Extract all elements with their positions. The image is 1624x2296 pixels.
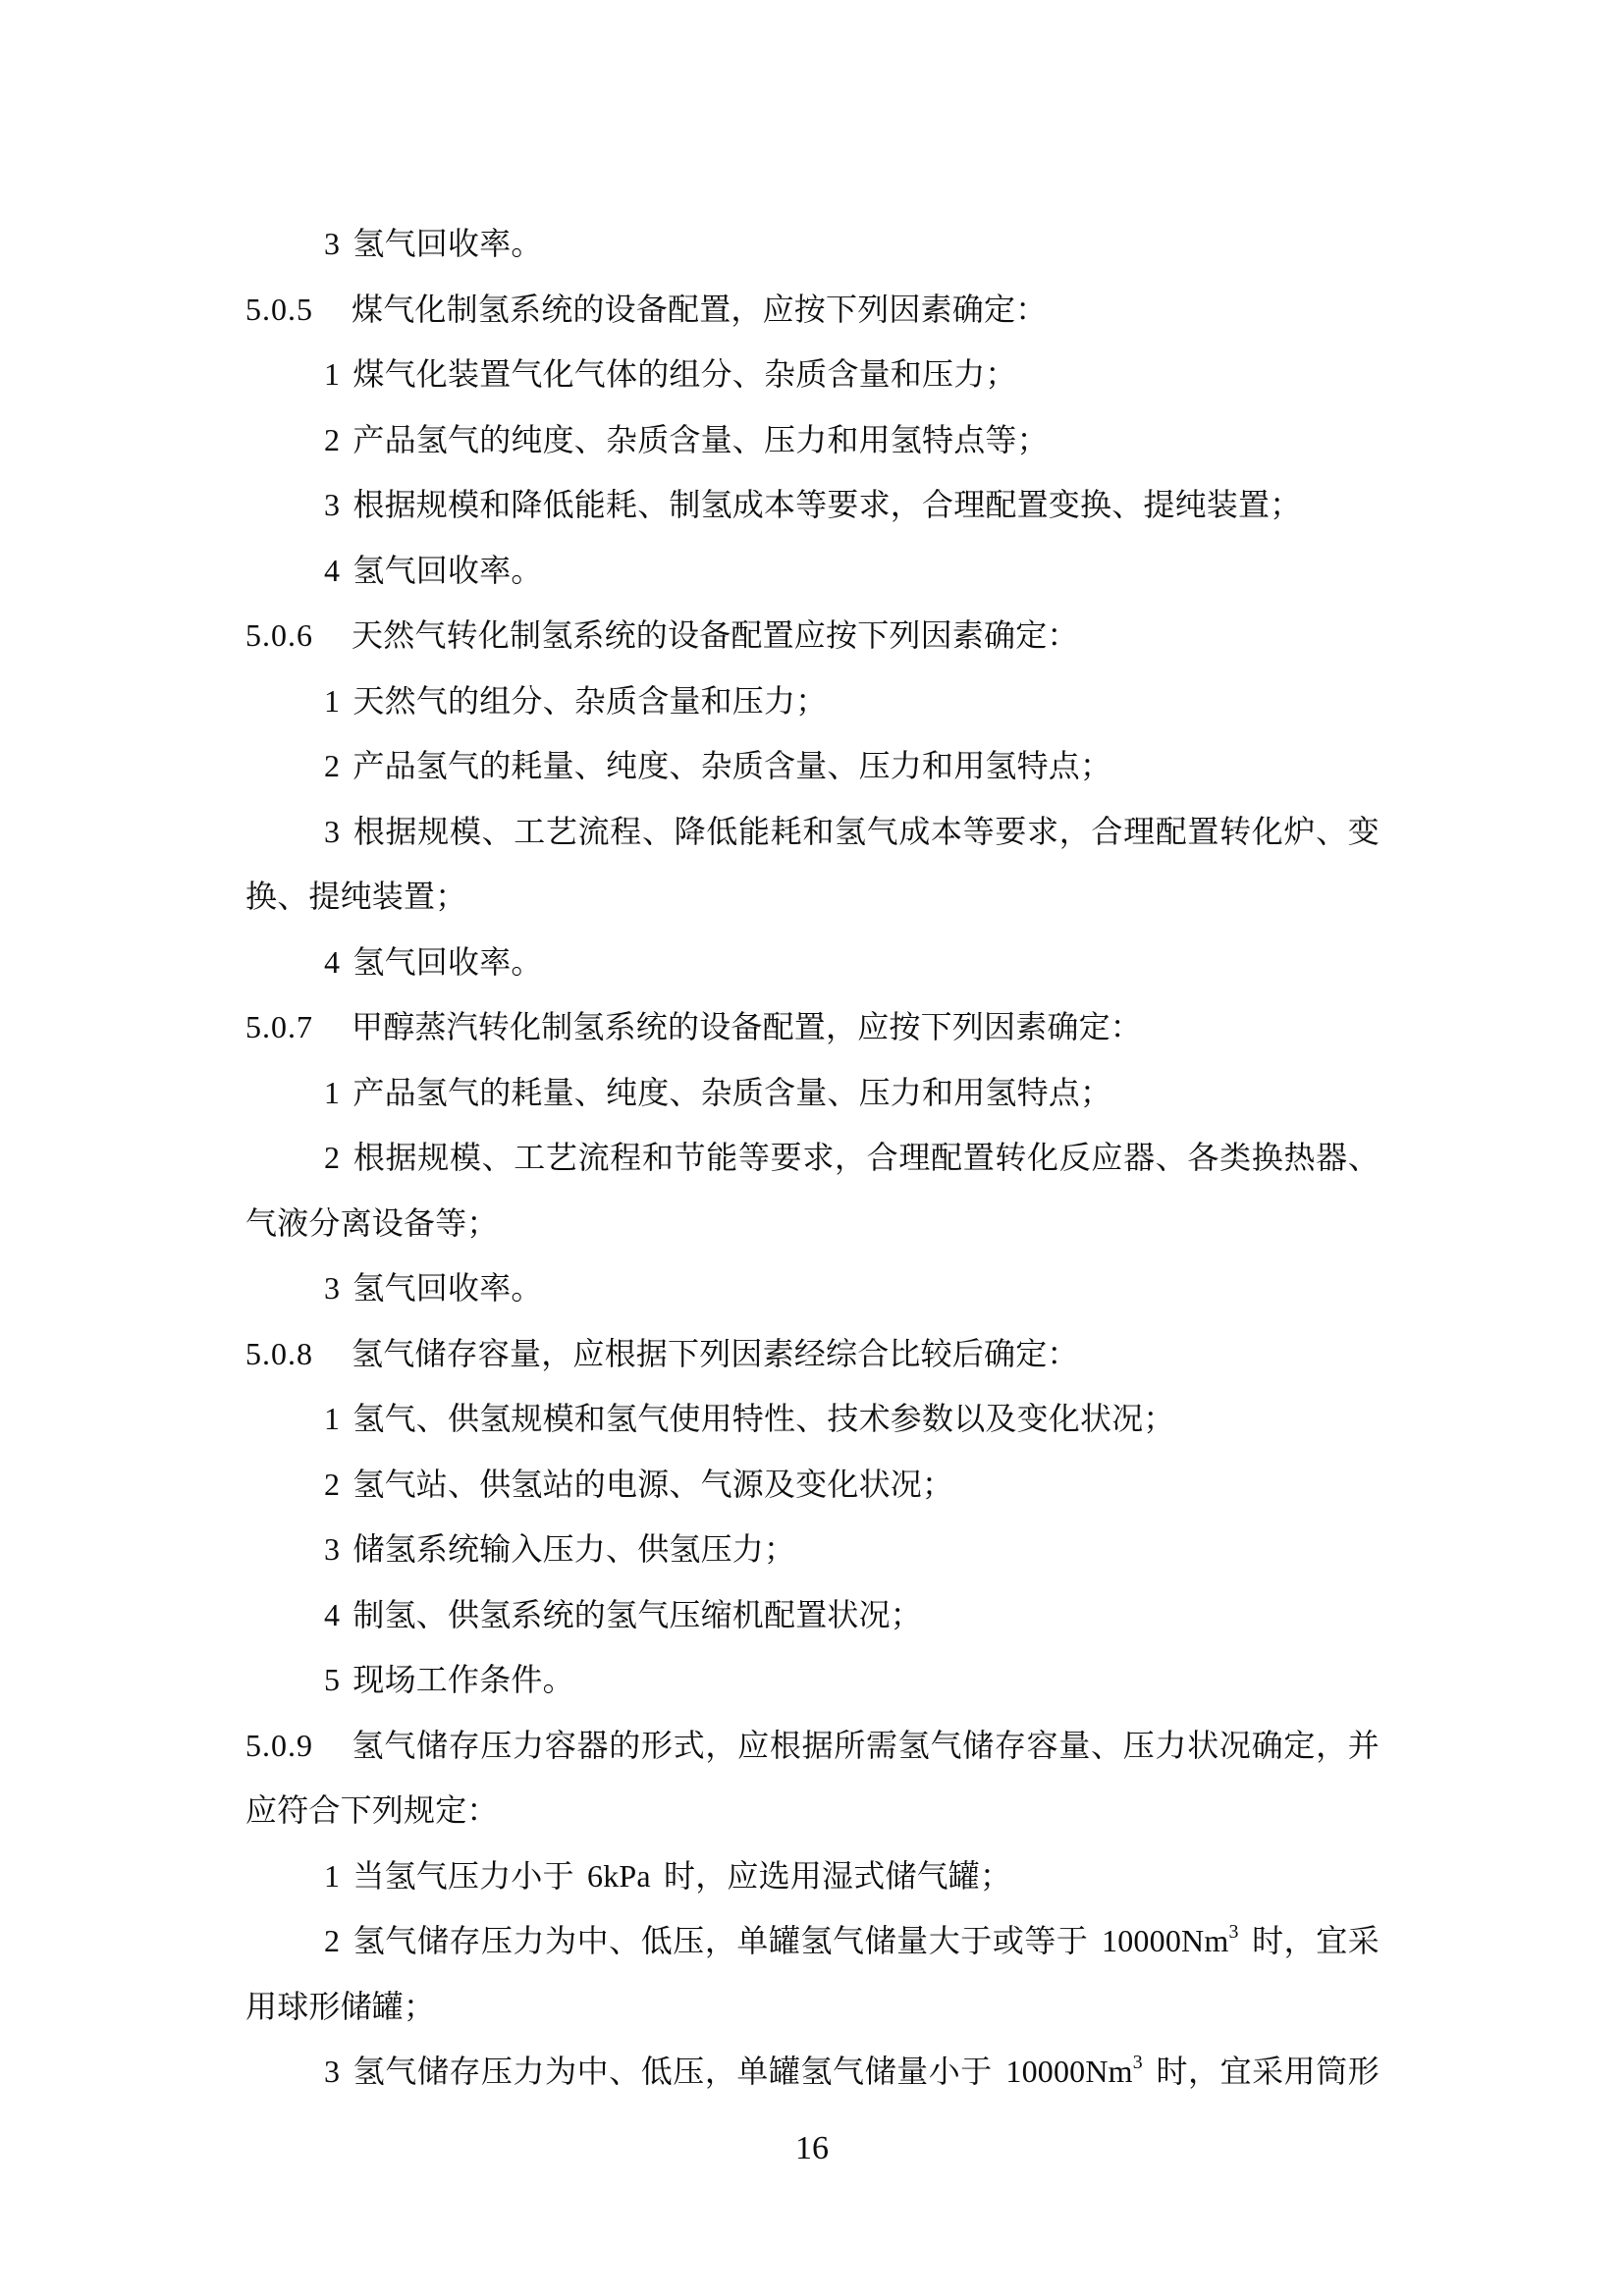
- section-heading-line: [245, 277, 1380, 343]
- text-line: 2 氢气储存压力为中、低压，单罐氢气储量大于或等于 10000Nm$^3$ 时，宜采: [324, 1921, 1380, 1958]
- text-line: 3 氢气回收率。: [324, 226, 543, 261]
- section-text: 煤气化制氢系统的设备配置，应按下列因素确定：: [352, 291, 1048, 327]
- text-line: 应符合下列规定：: [245, 1792, 499, 1828]
- section-number: 5.0.8: [245, 1335, 313, 1371]
- section-heading-line: [245, 1713, 1380, 1779]
- superscript-exponent: 3: [1228, 1921, 1239, 1943]
- text-line: 气液分离设备等；: [245, 1204, 499, 1241]
- text-line: 2 根据规模、工艺流程和节能等要求，合理配置转化反应器、各类换热器、: [324, 1140, 1380, 1175]
- text-line: 1 天然气的组分、杂质含量和压力；: [324, 682, 828, 719]
- text-line: 1 当氢气压力小于 6kPa 时，应选用湿式储气罐；: [324, 1857, 1012, 1894]
- text-line: 用球形储罐；: [245, 1988, 436, 2024]
- text-line: 4 制氢、供氢系统的氢气压缩机配置状况；: [324, 1596, 923, 1632]
- text-line: 3 氢气储存压力为中、低压，单罐氢气储量小于 10000Nm$^3$ 时，宜采用筒形: [324, 2052, 1380, 2089]
- document-text-block: [245, 211, 1380, 2105]
- text-line: 4 氢气回收率。: [324, 943, 543, 980]
- section-heading-line: [245, 994, 1380, 1060]
- text-line: 2 氢气站、供氢站的电源、气源及变化状况；: [324, 1466, 954, 1502]
- text-line: 3 根据规模和降低能耗、制氢成本等要求，合理配置变换、提纯装置；: [324, 487, 1302, 522]
- section-number: 5.0.6: [245, 617, 313, 653]
- section-text: 天然气转化制氢系统的设备配置应按下列因素确定：: [352, 617, 1079, 653]
- section-text: 氢气储存压力容器的形式，应根据所需氢气储存容量、压力状况确定，并: [352, 1727, 1380, 1763]
- text-line: 3 储氢系统输入压力、供氢压力；: [324, 1531, 796, 1567]
- section-number: 5.0.9: [245, 1727, 313, 1763]
- text-line: 3 根据规模、工艺流程、降低能耗和氢气成本等要求，合理配置转化炉、变: [324, 813, 1380, 849]
- section-text: 甲醇蒸汽转化制氢系统的设备配置，应按下列因素确定：: [352, 1009, 1143, 1044]
- text-line: 3 氢气回收率。: [324, 1270, 543, 1306]
- section-text: 氢气储存容量，应根据下列因素经综合比较后确定：: [352, 1335, 1079, 1371]
- text-line: 1 产品氢气的耗量、纯度、杂质含量、压力和用氢特点；: [324, 1074, 1112, 1110]
- text-line: 1 氢气、供氢规模和氢气使用特性、技术参数以及变化状况；: [324, 1401, 1175, 1436]
- text-line: 2 产品氢气的纯度、杂质含量、压力和用氢特点等；: [324, 421, 1049, 457]
- section-heading-line: [245, 603, 1380, 668]
- section-number: 5.0.5: [245, 291, 313, 327]
- superscript-exponent: 3: [1132, 2052, 1143, 2073]
- section-heading-line: [245, 1321, 1380, 1387]
- section-number: 5.0.7: [245, 1009, 313, 1044]
- text-line: 2 产品氢气的耗量、纯度、杂质含量、压力和用氢特点；: [324, 748, 1112, 783]
- text-line: 1 煤气化装置气化气体的组分、杂质含量和压力；: [324, 356, 1017, 392]
- text-line: 换、提纯装置；: [245, 879, 467, 914]
- text-line: 5 现场工作条件。: [324, 1662, 574, 1697]
- text-line: 4 氢气回收率。: [324, 552, 543, 588]
- page-number: 16: [795, 2130, 829, 2166]
